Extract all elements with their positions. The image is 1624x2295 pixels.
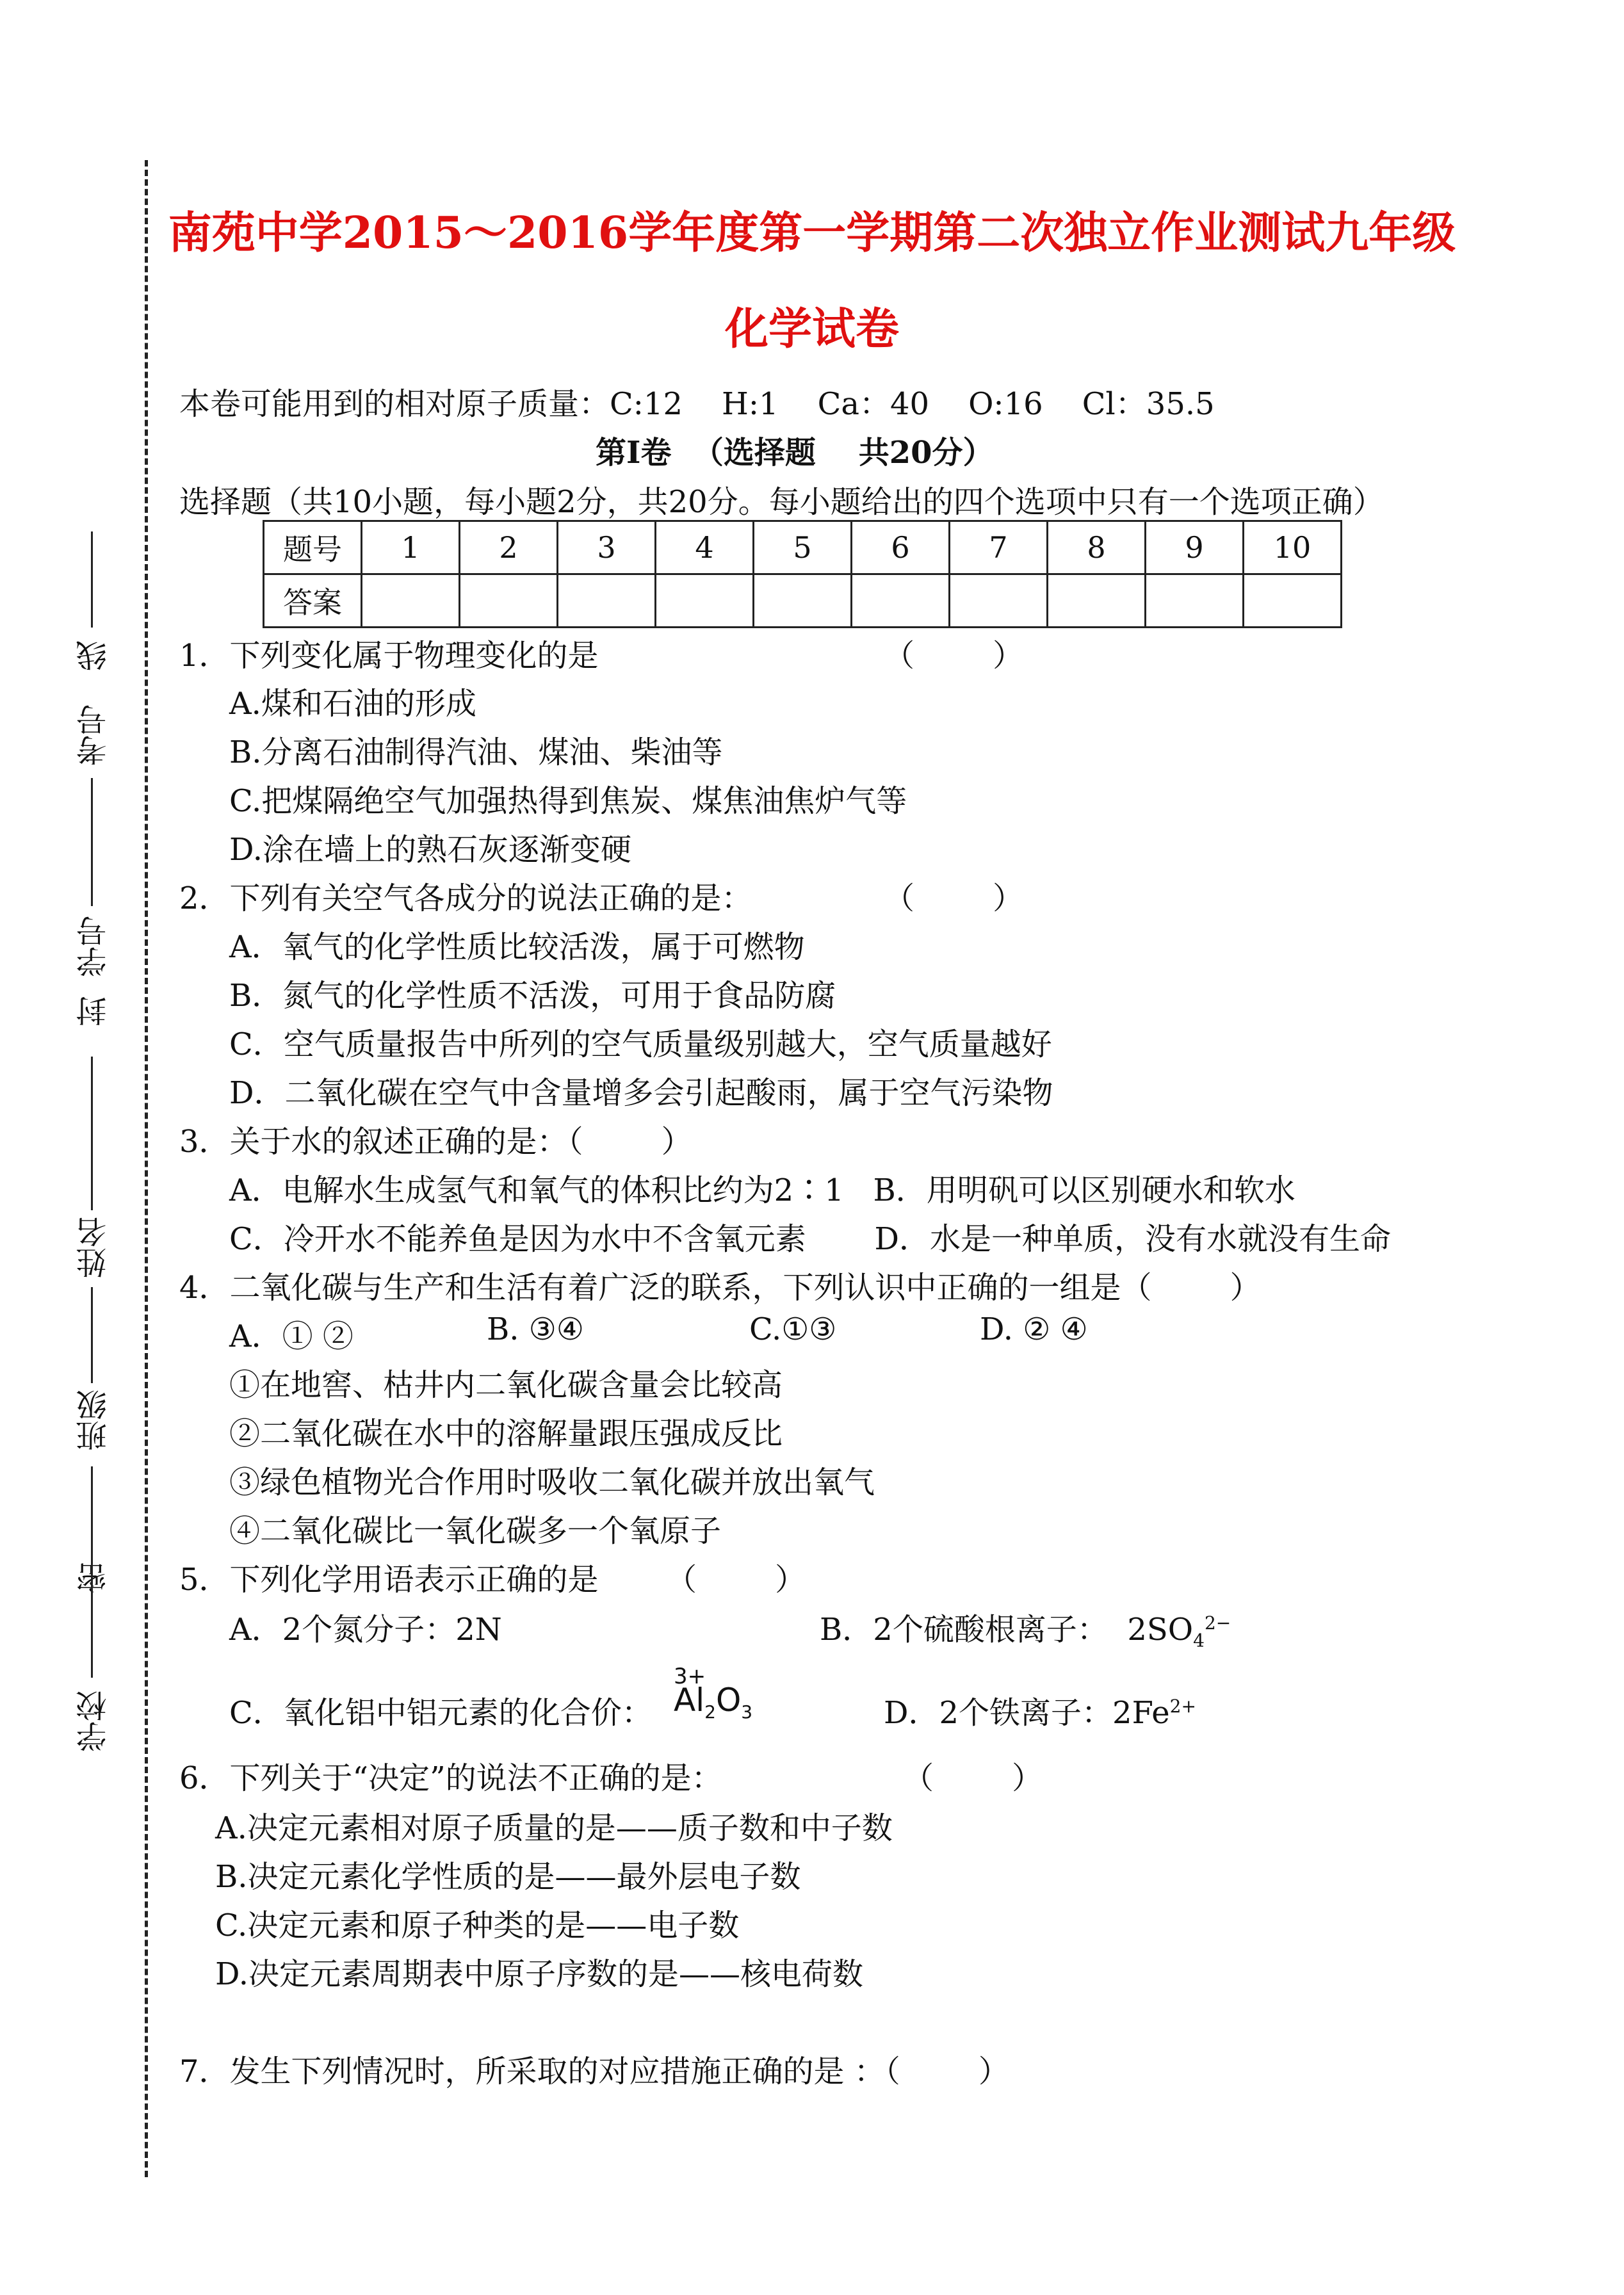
answer-cell[interactable] xyxy=(1146,574,1244,628)
q2-answer-bracket: （ ） xyxy=(884,880,1024,916)
sulfate-subscript: 4 xyxy=(1193,1630,1205,1651)
answer-cell[interactable] xyxy=(852,574,950,628)
table-row xyxy=(264,574,1342,628)
answer-cell[interactable] xyxy=(362,574,460,628)
q2-option-c: C．空气质量报告中所列的空气质量级别越大，空气质量越好 xyxy=(229,1026,1052,1062)
sulfate-formula: 2SO xyxy=(1127,1612,1194,1648)
answer-cell[interactable] xyxy=(754,574,852,628)
q3-stem: 3．关于水的叙述正确的是：（ ） xyxy=(179,1124,692,1160)
q4-statement-4: ④二氧化碳比一氧化碳多一个氧原子 xyxy=(229,1513,722,1549)
table-header-cell: 题号 xyxy=(264,521,362,574)
q6-option-a: A.决定元素相对原子质量的是——质子数和中子数 xyxy=(215,1810,893,1846)
q4-option-b: B. ③④ xyxy=(487,1311,584,1347)
sidebar-underline xyxy=(91,1057,93,1210)
q5-answer-bracket: （ ） xyxy=(666,1562,806,1598)
q6-option-c: C.决定元素和原子种类的是——电子数 xyxy=(215,1908,740,1943)
answer-cell[interactable] xyxy=(950,574,1048,628)
q5-stem: 5．下列化学用语表示正确的是 xyxy=(179,1562,599,1598)
table-header-cell: 答案 xyxy=(264,574,362,628)
exam-title: 南苑中学2015～2016学年度第一学期第二次独立作业测试九年级 xyxy=(168,207,1456,259)
answer-cell[interactable] xyxy=(656,574,754,628)
sidebar-underline xyxy=(91,531,93,628)
o-symbol: O xyxy=(715,1682,742,1719)
sulfate-charge: 2− xyxy=(1204,1612,1231,1634)
sidebar-label-mi: 密 xyxy=(76,1562,112,1593)
q1-option-d: D.涂在墙上的熟石灰逐渐变硬 xyxy=(229,832,632,868)
instructions: 选择题（共10小题，每小题2分，共20分。每小题给出的四个选项中只有一个选项正确） xyxy=(179,484,1384,520)
q5-option-c xyxy=(229,1688,653,1732)
q3-options-cd: C．冷开水不能养鱼是因为水中不含氧元素 D．水是一种单质，没有水就没有生命 xyxy=(229,1221,1392,1257)
q2-stem: 2．下列有关空气各成分的说法正确的是： xyxy=(179,880,752,916)
question-number-cell: 1 xyxy=(362,521,460,574)
question-number-cell: 7 xyxy=(950,521,1048,574)
sidebar-label-xuehao: 学号 xyxy=(76,916,112,977)
o-subscript: 3 xyxy=(741,1701,753,1723)
q2-option-b: B．氮气的化学性质不活泼，可用于食品防腐 xyxy=(229,978,836,1014)
table-row xyxy=(264,521,1342,574)
section-header: 第Ⅰ卷 （选择题 共20分） xyxy=(596,435,994,471)
binding-dashed-line xyxy=(145,160,148,2177)
answer-cell[interactable] xyxy=(558,574,656,628)
q6-option-b: B.决定元素化学性质的是——最外层电子数 xyxy=(215,1859,801,1895)
question-number-cell: 10 xyxy=(1244,521,1342,574)
question-number-cell: 5 xyxy=(754,521,852,574)
q4-option-a: A．① ② xyxy=(229,1318,353,1354)
q6-option-d: D.决定元素周期表中原子序数的是——核电荷数 xyxy=(215,1956,864,1992)
q1-option-a: A.煤和石油的形成 xyxy=(229,686,476,722)
al-valence-superscript: 3+ xyxy=(674,1664,706,1689)
atomic-masses: 本卷可能用到的相对原子质量：C:12 H:1 Ca：40 O:16 Cl：35.5 xyxy=(179,386,1215,422)
q6-stem: 6．下列关于“决定”的说法不正确的是： xyxy=(179,1760,722,1796)
answer-cell[interactable] xyxy=(460,574,558,628)
q4-statement-1: ①在地窖、枯井内二氧化碳含量会比较高 xyxy=(229,1367,783,1403)
sidebar-underline xyxy=(91,1466,93,1678)
q5-option-b xyxy=(820,1605,1231,1651)
q4-statement-2: ②二氧化碳在水中的溶解量跟压强成反比 xyxy=(229,1416,783,1452)
sidebar-label-xian: 线 xyxy=(76,640,112,671)
sidebar-underline xyxy=(91,1287,93,1383)
q1-stem: 1．下列变化属于物理变化的是 xyxy=(179,638,599,674)
q4-option-c: C.①③ xyxy=(749,1311,837,1347)
sidebar-label-feng: 封 xyxy=(76,996,112,1026)
q5-option-d xyxy=(884,1688,1196,1732)
question-number-cell: 6 xyxy=(852,521,950,574)
question-number-cell: 4 xyxy=(656,521,754,574)
sidebar-underline xyxy=(91,778,93,906)
question-number-cell: 9 xyxy=(1146,521,1244,574)
q1-answer-bracket: （ ） xyxy=(884,638,1024,674)
question-number-cell: 3 xyxy=(558,521,656,574)
alumina-formula xyxy=(674,1682,752,1723)
iron-ion-formula: 2Fe xyxy=(1112,1695,1170,1731)
q4-statement-3: ③绿色植物光合作用时吸收二氧化碳并放出氧气 xyxy=(229,1464,875,1500)
answer-table xyxy=(263,520,1342,628)
q6-answer-bracket: （ ） xyxy=(903,1760,1043,1796)
q2-option-a: A．氧气的化学性质比较活泼，属于可燃物 xyxy=(229,929,805,965)
q7-stem: 7．发生下列情况时，所采取的对应措施正确的是 ：（ ） xyxy=(179,2054,1009,2089)
q5-option-a: A．2个氮分子：2N xyxy=(229,1612,502,1648)
q5-option-d-label: D．2个铁离子： xyxy=(884,1695,1113,1731)
q2-option-d: D．二氧化碳在空气中含量增多会引起酸雨，属于空气污染物 xyxy=(229,1075,1053,1111)
sidebar-label-xingming: 姓名 xyxy=(76,1217,112,1278)
answer-cell[interactable] xyxy=(1048,574,1146,628)
iron-ion-charge: 2+ xyxy=(1169,1696,1196,1717)
q5-option-b-label: B．2个硫酸根离子： xyxy=(820,1612,1108,1648)
answer-cell[interactable] xyxy=(1244,574,1342,628)
sidebar-label-banji: 班级 xyxy=(76,1390,112,1451)
al-subscript: 2 xyxy=(704,1701,716,1723)
q1-option-b: B.分离石油制得汽油、煤油、柴油等 xyxy=(229,734,723,770)
q4-option-d: D. ② ④ xyxy=(980,1311,1088,1347)
exam-subtitle: 化学试卷 xyxy=(724,304,899,355)
al-symbol: Al xyxy=(674,1682,705,1719)
question-number-cell: 2 xyxy=(460,521,558,574)
sidebar-label-kaohao: 考号 xyxy=(76,704,112,766)
sidebar-label-xuexiao: 学校 xyxy=(76,1691,112,1752)
q3-options-ab: A．电解水生成氢气和氧气的体积比约为2∶1 B．用明矾可以区别硬水和软水 xyxy=(229,1172,1295,1208)
q4-stem: 4．二氧化碳与生产和生活有着广泛的联系，下列认识中正确的一组是（ ） xyxy=(179,1270,1261,1306)
q5-option-c-label: C．氧化铝中铝元素的化合价： xyxy=(229,1695,653,1731)
question-number-cell: 8 xyxy=(1048,521,1146,574)
q1-option-c: C.把煤隔绝空气加强热得到焦炭、煤焦油焦炉气等 xyxy=(229,783,907,819)
